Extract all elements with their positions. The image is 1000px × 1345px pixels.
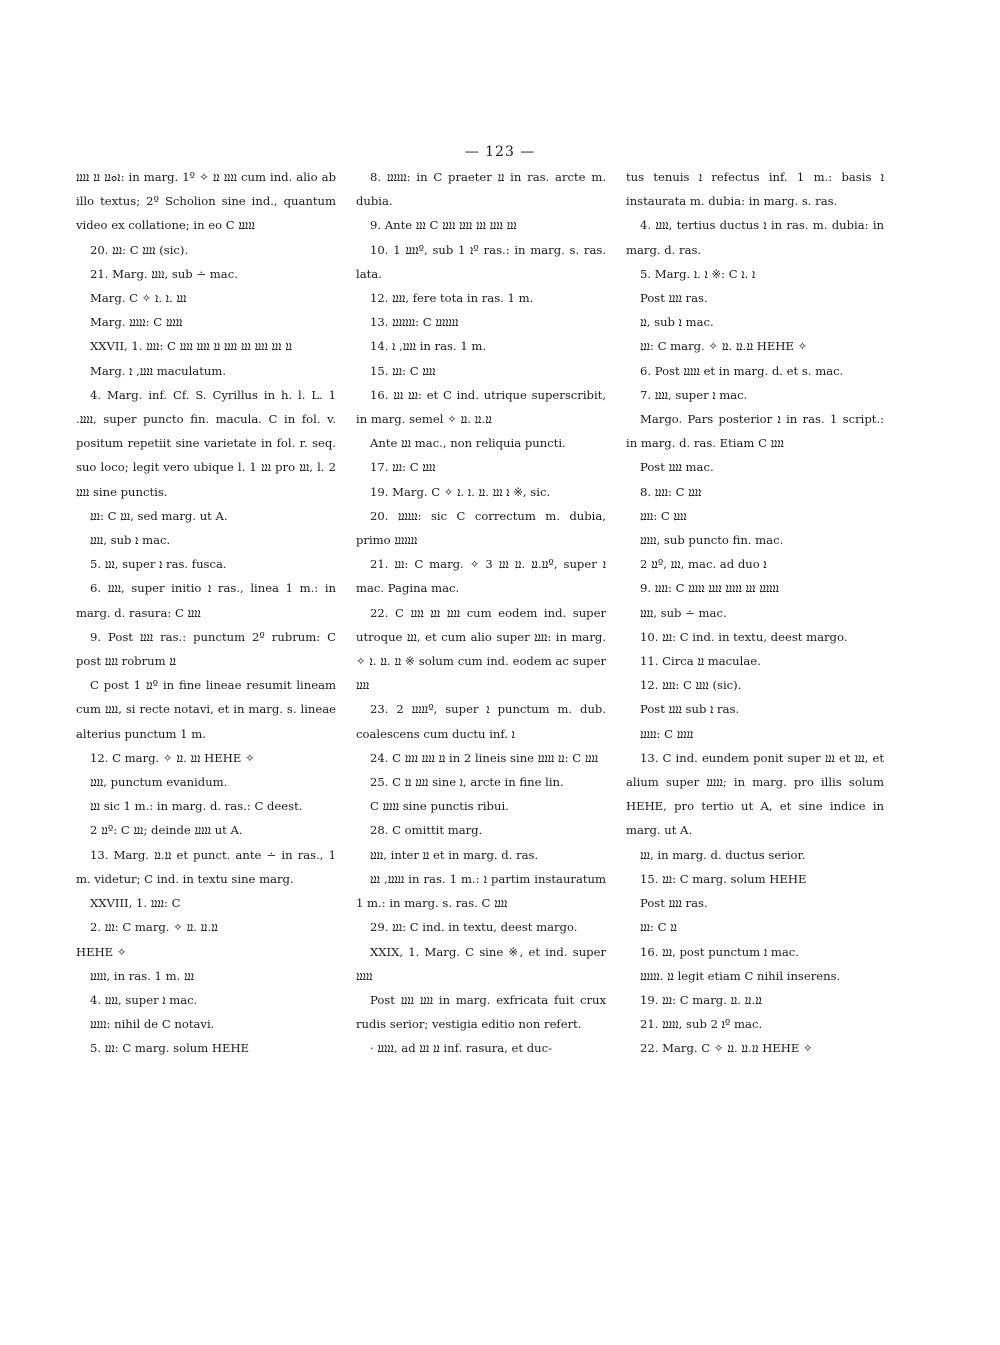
apparatus-entry: 20. ܐܐܐܐܐܐ: sic C correctum m. dubia, primo ܐܐܐܐܐܐܐ (356, 508, 606, 548)
apparatus-entry: 29. ܐܐܐ: C ind. in textu, deest margo. (370, 920, 578, 935)
apparatus-entry: 17. ܐܐܐ: C ܐܐܐܐ (370, 460, 436, 475)
apparatus-entry: ܐܐܐܐܐ: C ܐܐܐܐܐ (640, 726, 694, 741)
apparatus-entry: 10. ܐܐܐܐ 1º, sub ܐ 1º ras.: in marg. s. ras. lata. (356, 242, 606, 281)
apparatus-entry: ܐܐܐܐ, sub ∸ mac. (640, 605, 727, 620)
apparatus-entry: Marg. C ✧ ܐܐܐ .ܐ .ܐ (90, 291, 187, 306)
apparatus-entry: tus tenuis ܐ refectus inf. 1 m.: basis ܐ instaurata m. dubia: in marg. s. ras. (626, 170, 884, 209)
apparatus-entry: 16. ܐܐܐ, post punctum ܐ mac. (640, 944, 799, 959)
apparatus-entry: ܐܘܐܐ ܐܐ ܐܐܐܐ: in marg. 1º ✧ ܐܐܐܐ ܐܐ cum ind. alio ab illo textus; 2º Scholion sine ind., quantum video ex collatione; in eo C ܐܐܐܐܐ (76, 170, 336, 233)
apparatus-entry: 16. ܐܐܐ ܐܐܐ: et C ind. utrique superscribit, in marg. semel ✧ ܐܐ.ܐܐ .ܐܐ (356, 387, 607, 427)
apparatus-entry: 21. Marg. ܐܐܐܐ, sub ∸ mac. (90, 266, 238, 281)
apparatus-entry: HEHE ✧ (76, 944, 127, 959)
apparatus-entry: 13. C ind. eundem ponit super ܐܐܐ et ܐܐܐ, et alium super ܐܐܐܐܐ; in marg. pro illis solum HEHE, pro tertio ut A, et sine indice in marg. ut A. (626, 750, 884, 838)
apparatus-entry: 23. ܐܐܐܐܐ 2º, super ܐ punctum m. dub. coalescens cum ductu inf. ܐ (356, 702, 607, 741)
apparatus-entry: XXIX, 1. Marg. C sine ※, et ind. super ܐܐܐܐܐ (356, 944, 606, 983)
apparatus-entry: 21. ܐܐܐ: C marg. ✧ ܐܐ.ܐܐ .ܐܐ ܐܐܐ 3º, super ܐ mac. Pagina mac. (356, 557, 606, 596)
apparatus-entry: Post ܐܐܐܐ ܐܐܐܐ in marg. exfricata fuit crux rudis serior; vestigia editio non refert. (356, 992, 606, 1032)
column-right (626, 165, 884, 1061)
apparatus-entry: ܐܐܐܐ, punctum evanidum. (90, 775, 228, 790)
page-number: — 123 — (464, 144, 536, 160)
apparatus-entry: 20. ܐܐܐ: C ܐܐܐܐ (sic). (90, 242, 189, 257)
apparatus-entry: ܐܐ .ܐܐܐܐܐܐ legit etiam C nihil inserens. (640, 968, 841, 983)
apparatus-entry: 14. ܐܐܐܐ, ܐ in ras. 1 m. (370, 339, 487, 354)
apparatus-entry: 10. ܐܐܐ: C ind. in textu, deest margo. (640, 629, 848, 644)
apparatus-entry: · ܐܐܐܐܐ, ad ܐܐ ܐܐܐ inf. rasura, et duc- (370, 1041, 553, 1056)
apparatus-entry: 12. ܐܐܐܐ: C ܐܐܐܐ (sic). (640, 678, 742, 693)
apparatus-entry: 13. Marg. ܐܐ.ܐܐ et punct. ante ∸ in ras., 1 m. videtur; C ind. in textu sine marg. (76, 847, 336, 886)
apparatus-entry: 8. ܐܐܐܐܐܐ: in C praeter ܐܐ in ras. arcte m. dubia. (356, 170, 606, 209)
apparatus-entry: 13. ܐܐܐܐܐܐܐ: C ܐܐܐܐܐܐܐ (370, 315, 459, 330)
apparatus-entry: 22. C ܐܐܐܐ ܐܐܐ ܐܐܐܐ cum eodem ind. super utroque ܐܐܐ, et cum alio super ܐܐܐܐ: in marg. ✧ ܐܐ .ܐܐ .ܐ ※ solum cum ind. eodem ac super ܐܐܐܐ (356, 605, 606, 693)
apparatus-entry: 19. Marg. C ✧ ܐ ܐܐܐ .ܐܐ .ܐ .ܐ ※, sic. (370, 484, 551, 499)
apparatus-entry: Post ܐܐܐܐ ras. (640, 291, 708, 306)
apparatus-entry: 4. ܐܐܐܐ, super ܐ mac. (90, 992, 198, 1007)
apparatus-entry: 22. Marg. C ✧ ܐܐ.ܐܐ .ܐܐ HEHE ✧ (640, 1041, 813, 1056)
apparatus-entry: 7. ܐܐܐܐ, super ܐ mac. (640, 387, 748, 402)
column-middle (356, 165, 606, 1061)
apparatus-entry: 21. ܐܐܐܐܐ, sub ܐ 2º mac. (640, 1017, 763, 1032)
apparatus-entry: 25. C ܐܐܐܐ ܐܐ sine ܐ, arcte in fine lin. (370, 775, 564, 790)
apparatus-entry: 6. Post ܐܐܐܐܐ et in marg. d. et s. mac. (640, 363, 844, 378)
apparatus-entry: 15. ܐܐܐ: C marg. solum HEHE (640, 871, 807, 886)
apparatus-entry: 9. Ante ܐܐܐ C ܐܐܐ ܐܐܐܐ ܐܐܐ ܐܐܐܐ ܐܐܐܐ (370, 218, 517, 233)
apparatus-entry: Post ܐܐܐܐ ras. (640, 896, 708, 911)
apparatus-entry: 15. ܐܐܐ: C ܐܐܐܐ (370, 363, 436, 378)
apparatus-entry: 5. ܐܐܐ, super ܐ ras. fusca. (90, 557, 227, 572)
apparatus-entry: ܐܐܐ: C marg. ✧ ܐܐ.ܐܐ .ܐܐ HEHE ✧ (640, 339, 808, 354)
apparatus-entry: C ܐܐܐܐܐ sine punctis ribui. (370, 799, 509, 814)
apparatus-entry: ܐܐܐܐܐ, sub puncto fin. mac. (640, 533, 784, 548)
apparatus-entry: Post ܐܐܐܐ mac. (640, 460, 714, 475)
apparatus-entry: 5. ܐܐܐ: C marg. solum HEHE (90, 1041, 250, 1056)
column-left (76, 165, 336, 1061)
apparatus-entry: ܐܐܐܐܐ, ܐܐܐ in ras. 1 m.: ܐ partim instauratum 1 m.: in marg. s. ras. C ܐܐܐܐ (356, 871, 607, 911)
apparatus-entry: 11. Circa ܐܐ maculae. (640, 654, 761, 669)
apparatus-entry: 9. ܐܐܐܐ: C ܐܐܐܐܐܐ ܐܐܐ ܐܐܐܐܐ ܐܐܐܐ ܐܐܐܐܐ (640, 581, 780, 596)
apparatus-entry: Post ܐܐܐܐ sub ܐ ras. (640, 702, 740, 717)
apparatus-entry: ܐܐ, sub ܐ mac. (640, 315, 714, 330)
apparatus-entry: ܐܐܐܐܐ, in ras. 1 m. ܐܐܐ (90, 968, 194, 983)
apparatus-entry: Margo. Pars posterior ܐ in ras. 1 script.: in marg. d. ras. Etiam C ܐܐܐܐ (626, 412, 885, 451)
apparatus-entry: Ante ܐܐܐ mac., non reliquia puncti. (370, 436, 566, 451)
apparatus-entry: 12. ܐܐܐܐ, fere tota in ras. 1 m. (370, 291, 534, 306)
apparatus-entry: C post ܐܐ 1º in fine lineae resumit lineam cum ܐܐܐܐ, si recte notavi, et in marg. s. lineae alterius punctum 1 m. (76, 678, 337, 741)
apparatus-entry: Marg. ܐܐܐܐܐ: C ܐܐܐܐܐ (90, 315, 183, 330)
apparatus-entry: ܐܐܐܐ, inter ܐܐ et in marg. d. ras. (370, 847, 539, 862)
apparatus-entry: ܐܐܐܐ, sub ܐ mac. (90, 533, 171, 548)
apparatus-entry: ܐܐܐ, in marg. d. ductus serior. (640, 847, 806, 862)
apparatus-entry: Marg. ܐܐܐܐ, ܐ maculatum. (90, 363, 227, 378)
apparatus-entry: ܐܐ 2º: C ܐܐܐ; deinde ܐܐܐܐܐ ut A. (90, 823, 243, 838)
apparatus-entry: 4. ܐܐܐܐ, tertius ductus ܐ in ras. m. dubia: in marg. d. ras. (626, 218, 885, 257)
apparatus-entry: XXVII, 1. ܐܐܐܐ: C ܐܐ ܐܐܐ ܐܐܐܐ ܐܐܐ ܐܐܐܐ ܐܐ ܐܐܐܐ ܐܐܐܐ (90, 339, 292, 354)
apparatus-entry: XXVIII, 1. ܐܐܐܐ: C (90, 896, 181, 911)
apparatus-entry: ܐܐܐܐ: C ܐܐܐܐ (640, 508, 687, 523)
apparatus-entry: 19. ܐܐܐ: C marg. ܐܐ.ܐܐ .ܐܐ (640, 992, 762, 1007)
apparatus-entry: 12. C marg. ✧ ܐܐܐ .ܐܐ HEHE ✧ (90, 750, 255, 765)
apparatus-entry: ܐܐܐ: C ܐܐ (640, 920, 677, 935)
apparatus-entry: ܐܐܐ: C ܐܐܐ, sed marg. ut A. (90, 508, 228, 523)
apparatus-entry: 8. ܐܐܐܐ: C ܐܐܐܐ (640, 484, 702, 499)
apparatus-entry: ܐܐܐ sic 1 m.: in marg. d. ras.: C deest. (90, 799, 303, 814)
apparatus-entry: 9. Post ܐܐܐܐ ras.: punctum 2º rubrum: C post ܐܐܐܐ robrum ܐܐ (76, 629, 336, 669)
apparatus-entry: ܐܐ 2º, ܐܐܐ, mac. ad duo ܐ (640, 557, 767, 572)
apparatus-entry: ܐܐܐܐܐ: nihil de C notavi. (90, 1017, 215, 1032)
apparatus-entry: 6. ܐܐܐܐ, super initio ܐ ras., linea 1 m.: in marg. d. rasura: C ܐܐܐܐ (76, 581, 336, 620)
apparatus-entry: 5. Marg. ܐ .ܐ ※: C ܐ .ܐ (640, 266, 756, 281)
apparatus-entry: 28. C omittit marg. (370, 823, 483, 838)
apparatus-entry: 4. Marg. inf. Cf. S. Cyrillus in h. l. L. 1 .ܐܐܐܐ, super puncto fin. macula. C in fol. v. positum repetiit sine varietate in fol. r. seq. suo loco; legit vero ubique l. 1 ܐܐܐ pro ܐܐܐ, l. 2 ܐܐܐܐ sine punctis. (76, 387, 336, 499)
apparatus-entry: 24. C ܐܐ ܐܐܐܐ ܐܐܐܐ in 2 lineis sine ܐܐ ܐܐܐܐܐ: C ܐܐܐܐ (370, 750, 599, 765)
apparatus-entry: 2. ܐܐܐ: C marg. ✧ ܐܐ.ܐܐ .ܐܐ (90, 920, 218, 935)
